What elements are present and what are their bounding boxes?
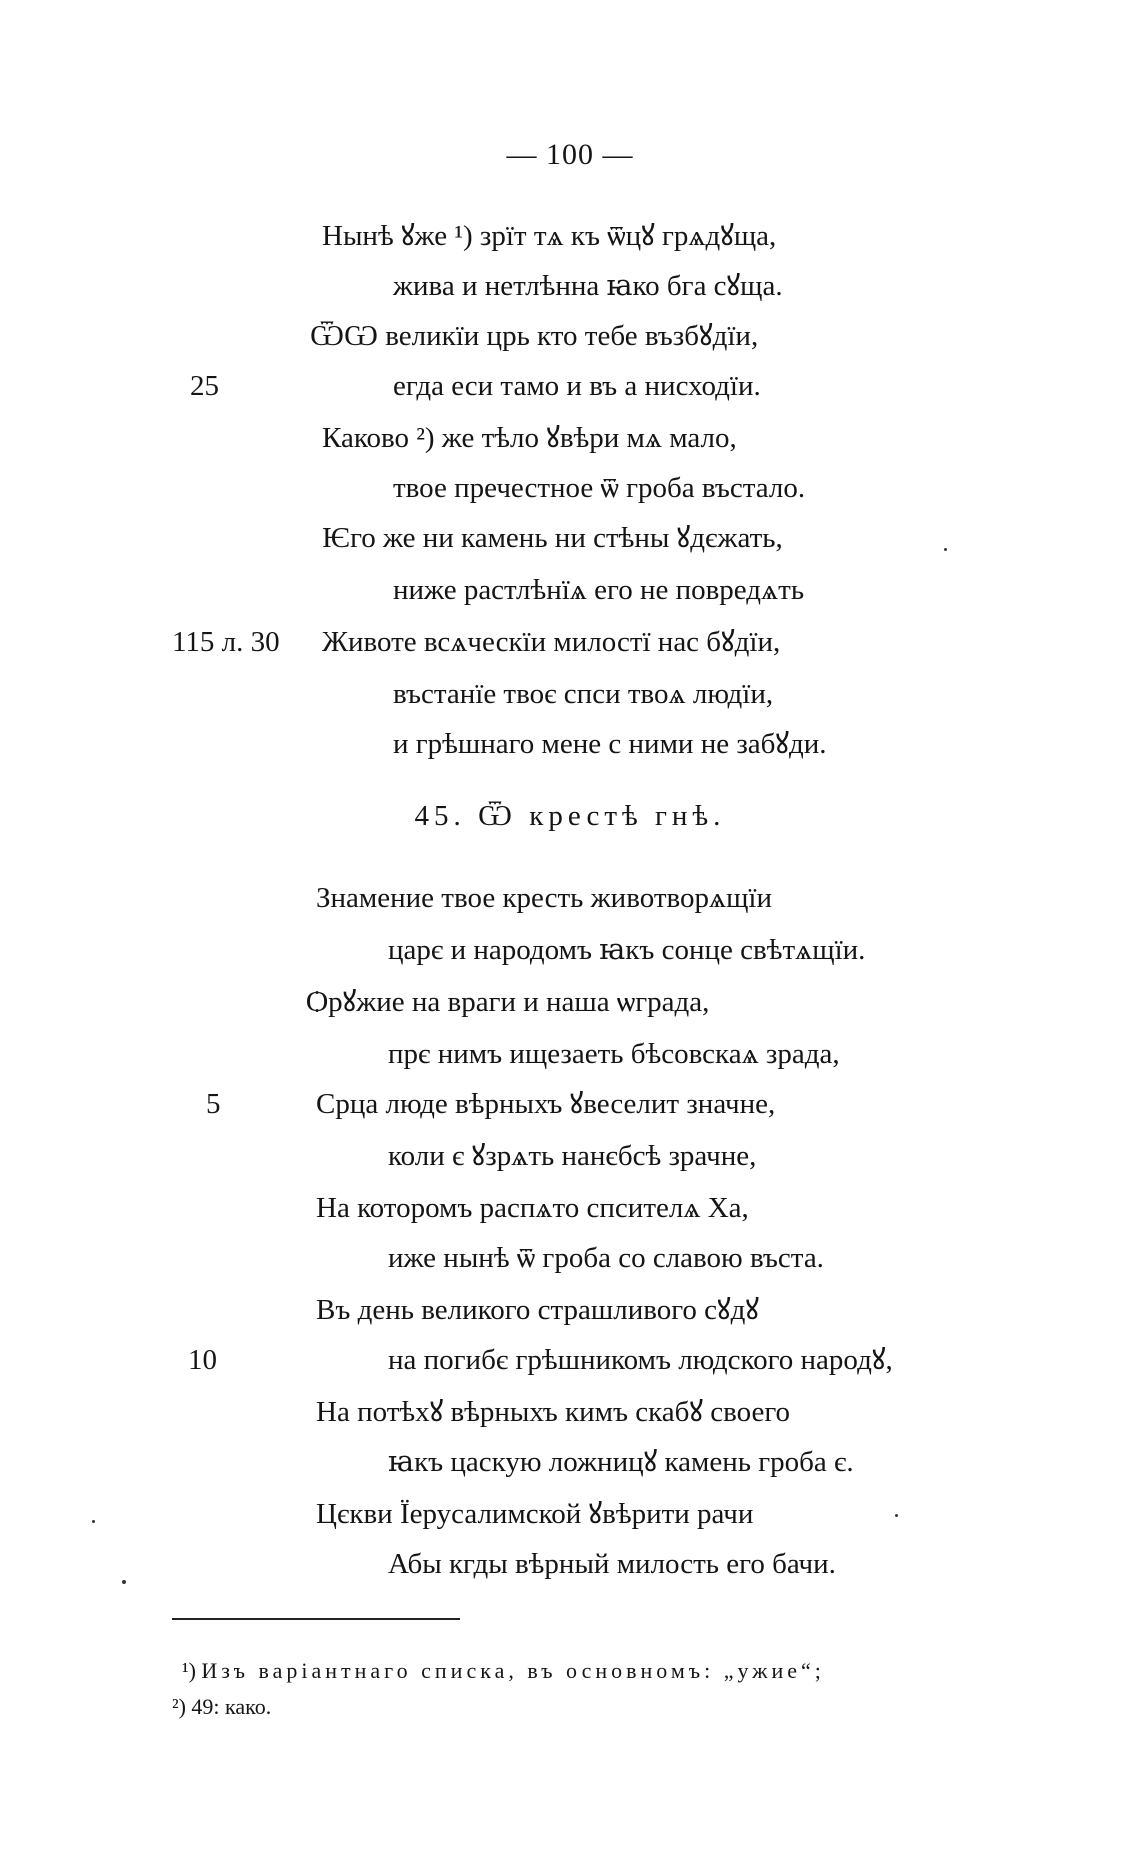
margin-number-25: 25 [190, 370, 219, 402]
section-title: 45. Ѿ крестѣ гнѣ. [414, 800, 726, 832]
footnote-divider [172, 1618, 460, 1620]
margin-number-115-30: 115 л. 30 [172, 626, 280, 658]
print-speck [944, 548, 947, 551]
poem2-line-10: на погибє грѣшникомъ людского народꙋ, [388, 1344, 893, 1376]
print-speck [122, 1580, 126, 1584]
poem2-line-11: На потѣхꙋ вѣрныхъ кимъ скабꙋ своего [316, 1396, 791, 1428]
poem2-line-13: Цєкви Їерусалимской ꙋвѣрити рачи [316, 1498, 754, 1530]
poem2-line-12: ꙗкъ цаскую ложницꙋ камень гроба є. [388, 1446, 854, 1478]
poem2-line-14: Абы кгды вѣрный милость его бачи. [388, 1548, 836, 1580]
poem1-line-4: егда еси тамо и въ а нисходїи. [393, 370, 761, 402]
poem2-line-1: Знамение твое кресть животворѧщїи [316, 882, 772, 914]
poem1-line-7: Ѥго же ни камень ни стѣны ꙋдєжать, [322, 522, 783, 554]
poem2-line-2: царє и народомъ ꙗкъ сонце свѣтѧщїи. [388, 934, 866, 966]
poem1-line-5: Каково ²) же тѣло ꙋвѣри мѧ мало, [322, 422, 737, 454]
poem1-line-3: ѾѠ великїи црь кто тебе възбꙋдїи, [310, 320, 759, 352]
footnote-1-marker: ¹) [182, 1658, 196, 1683]
poem2-line-6: коли є ꙋзрѧть нанєбсѣ зрачне, [388, 1140, 757, 1172]
print-speck [92, 1520, 95, 1523]
poem2-line-8: иже нынѣ ѿ гроба со славою въста. [388, 1242, 824, 1274]
poem1-line-11: и грѣшнаго мене с ними не забꙋди. [393, 728, 827, 760]
margin-number-10: 10 [188, 1344, 217, 1376]
footnote-2-text: 49: како. [191, 1694, 272, 1719]
poem1-line-9: Животе всѧческїи милостї нас бꙋдїи, [322, 626, 781, 658]
margin-number-5: 5 [206, 1088, 221, 1120]
poem2-line-5: Срца люде вѣрныхъ ꙋвеселит значне, [316, 1088, 776, 1120]
page-number: — 100 — [506, 138, 634, 171]
print-speck [895, 1514, 898, 1517]
footnote-2 [172, 1692, 271, 1722]
poem1-line-1: Нынѣ ꙋже ¹) зрїт тѧ къ ѿцꙋ грѧдꙋща, [322, 220, 777, 252]
poem1-line-6: твое пречестное ѿ гроба въстало. [393, 472, 806, 504]
poem2-line-7: На которомъ распѧто спсителѧ Ха, [316, 1192, 749, 1224]
poem2-line-3: Ѻрꙋжие на враги и наша ѡграда, [306, 986, 710, 1018]
footnote-1 [182, 1656, 825, 1686]
poem1-line-2: жива и нетлѣнна ꙗко бга сꙋща. [393, 270, 783, 302]
poem1-line-8: ниже растлѣнїѧ его не повредѧть [393, 574, 805, 606]
footnote-2-marker: ²) [172, 1694, 186, 1719]
footnote-1-text: Изъ варiантнаго списка, въ основномъ: „ужие“; [201, 1658, 825, 1683]
poem2-line-9: Въ день великого страшливого сꙋдꙋ [316, 1294, 759, 1326]
poem2-line-4: прє нимъ ищезаеть бѣсовскаѧ зрада, [388, 1038, 840, 1070]
poem1-line-10: въстанїе твоє спси твоѧ людїи, [393, 678, 774, 710]
